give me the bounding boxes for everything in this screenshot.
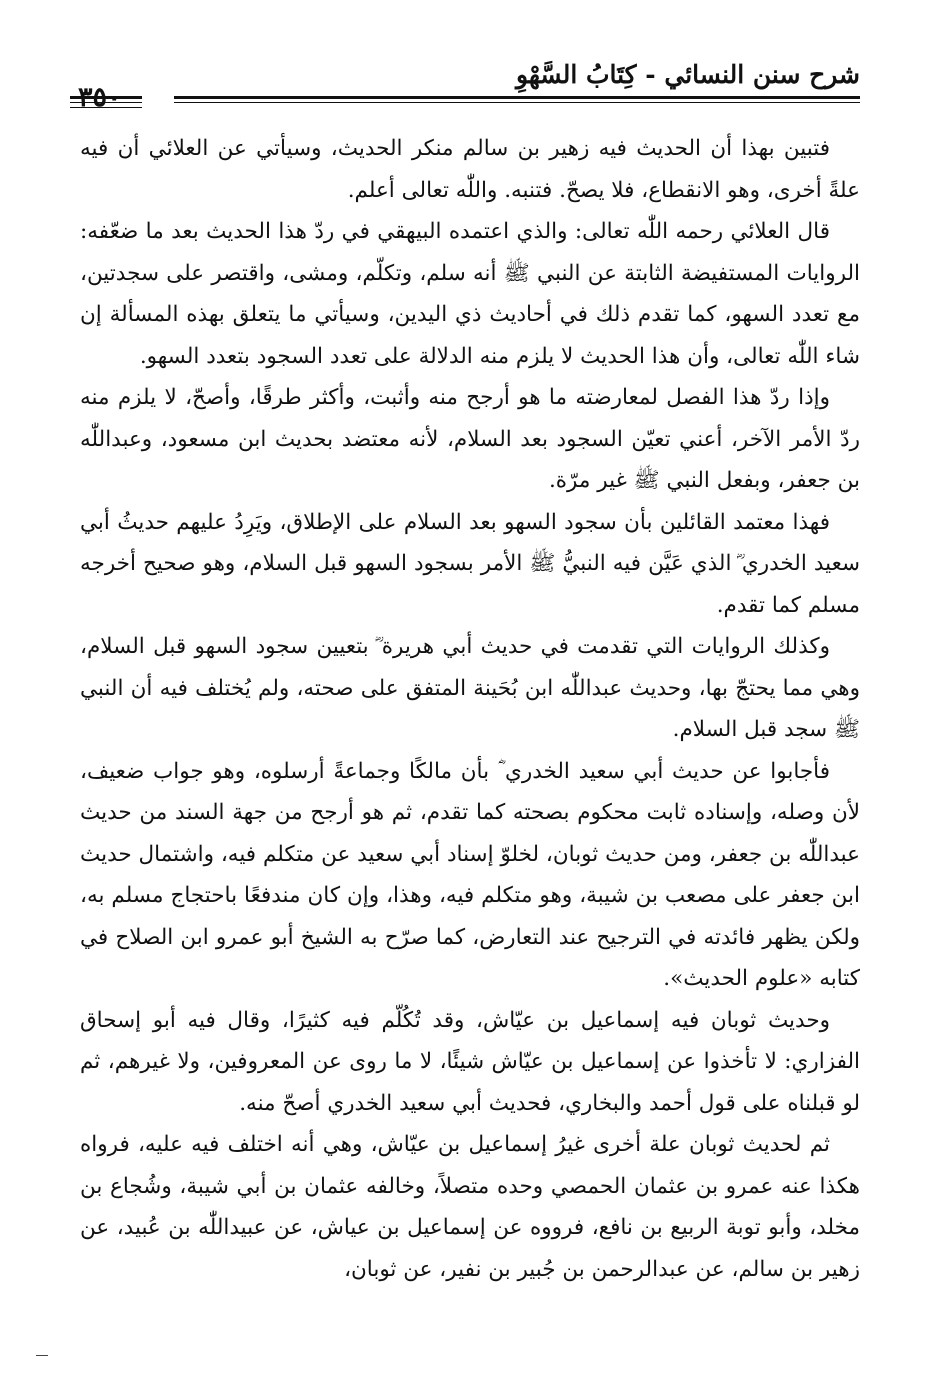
paragraph: فهذا معتمد القائلين بأن سجود السهو بعد السلام على الإطلاق، ويَرِدُ عليهم حديثُ أبي سعيد الخدري ؓ الذي عَيَّن فيه النبيُّ ﷺ الأمر بسجود السهو قبل السلام، وهو صحيح أخرجه مسلم كما تقدم.: [80, 509, 860, 618]
running-title: شرح سنن النسائي - كِتَابُ السَّهْوِ: [515, 60, 860, 89]
scan-mark: [36, 1355, 48, 1356]
page-number-rule-thick: [70, 96, 142, 99]
paragraph: وحديث ثوبان فيه إسماعيل بن عيّاش، وقد تُكُلّم فيه كثيرًا، وقال فيه أبو إسحاق الفزاري: لا تأخذوا عن إسماعيل بن عيّاش شيئًا، لا ما روى عن المعروفين، ولا غيرهم، ثم لو قبلناه على قول أحمد والبخاري، فحديث أبي سعيد الخدري أصحّ منه.: [80, 1007, 860, 1116]
page-number: ٣٥٠: [78, 82, 122, 113]
paragraph: فتبين بهذا أن الحديث فيه زهير بن سالم منكر الحديث، وسيأتي عن العلائي أن فيه علةً أخرى، وهو الانقطاع، فلا يصحّ. فتنبه. واللّٰه تعالى أعلم.: [80, 136, 860, 203]
paragraph: قال العلائي رحمه اللّٰه تعالى: والذي اعتمده البيهقي في ردّ هذا الحديث بعد ما ضعّفه: الروايات المستفيضة الثابتة عن النبي ﷺ أنه سلم، وتكلّم، ومشى، واقتصر على سجدتين، مع تعدد السهو، كما تقدم ذلك في أحاديث ذي اليدين، وسيأتي ما يتعلق بهذه المسألة إن شاء اللّٰه تعالى، وأن هذا الحديث لا يلزم منه الدلالة على تعدد السجود بتعدد السهو.: [80, 219, 860, 369]
paragraph: فأجابوا عن حديث أبي سعيد الخدري ؓ بأن مالكًا وجماعةً أرسلوه، وهو جواب ضعيف، لأن وصله، وإسناده ثابت محكوم بصحته كما تقدم، ثم هو أرجح من جهة السند من حديث عبداللّٰه بن جعفر، ومن حديث ثوبان، لخلوّ إسناد أبي سعيد عن متكلم فيه، واشتمال حديث ابن جعفر على مصعب بن شيبة، وهو متكلم فيه، وهذا، وإن كان مندفعًا باحتجاج مسلم به، ولكن يظهر فائدته في الترجيح عند التعارض، كما صرّح به الشيخ أبو عمرو ابن الصلاح في كتابه «علوم الحديث».: [80, 758, 860, 991]
page-header: [78, 52, 860, 118]
paragraph: وكذلك الروايات التي تقدمت في حديث أبي هريرة ؓ بتعيين سجود السهو قبل السلام، وهي مما يحتجّ بها، وحديث عبداللّٰه ابن بُحَينة المتفق على صحته، ولم يُختلف فيه أن النبي ﷺ سجد قبل السلام.: [80, 634, 860, 742]
paragraph: ثم لحديث ثوبان علة أخرى غيرُ إسماعيل بن عيّاش، وهي أنه اختلف فيه عليه، فرواه هكذا عنه عمرو بن عثمان الحمصي وحده متصلاً، وخالفه عثمان بن أبي شيبة، وشُجاع بن مخلد، وأبو توبة الربيع بن نافع، فرووه عن إسماعيل بن عياش، عن عبيداللّٰه بن عُبيد، عن زهير بن سالم، عن عبدالرحمن بن جُبير بن نفير، عن ثوبان،: [80, 1132, 860, 1282]
page-number-rule-thin: [70, 102, 142, 103]
page-number-rule-thin-lower: [70, 107, 142, 108]
header-rule-thin: [174, 102, 860, 103]
body-text: [80, 128, 860, 1290]
header-rule-thick: [174, 96, 860, 99]
paragraph: وإذا ردّ هذا الفصل لمعارضته ما هو أرجح منه وأثبت، وأكثر طرقًا، وأصحّ، لا يلزم منه ردّ الأمر الآخر، أعني تعيّن السجود بعد السلام، لأنه معتضد بحديث ابن مسعود، وعبداللّٰه بن جعفر، وبفعل النبي ﷺ غير مرّة.: [80, 385, 860, 493]
